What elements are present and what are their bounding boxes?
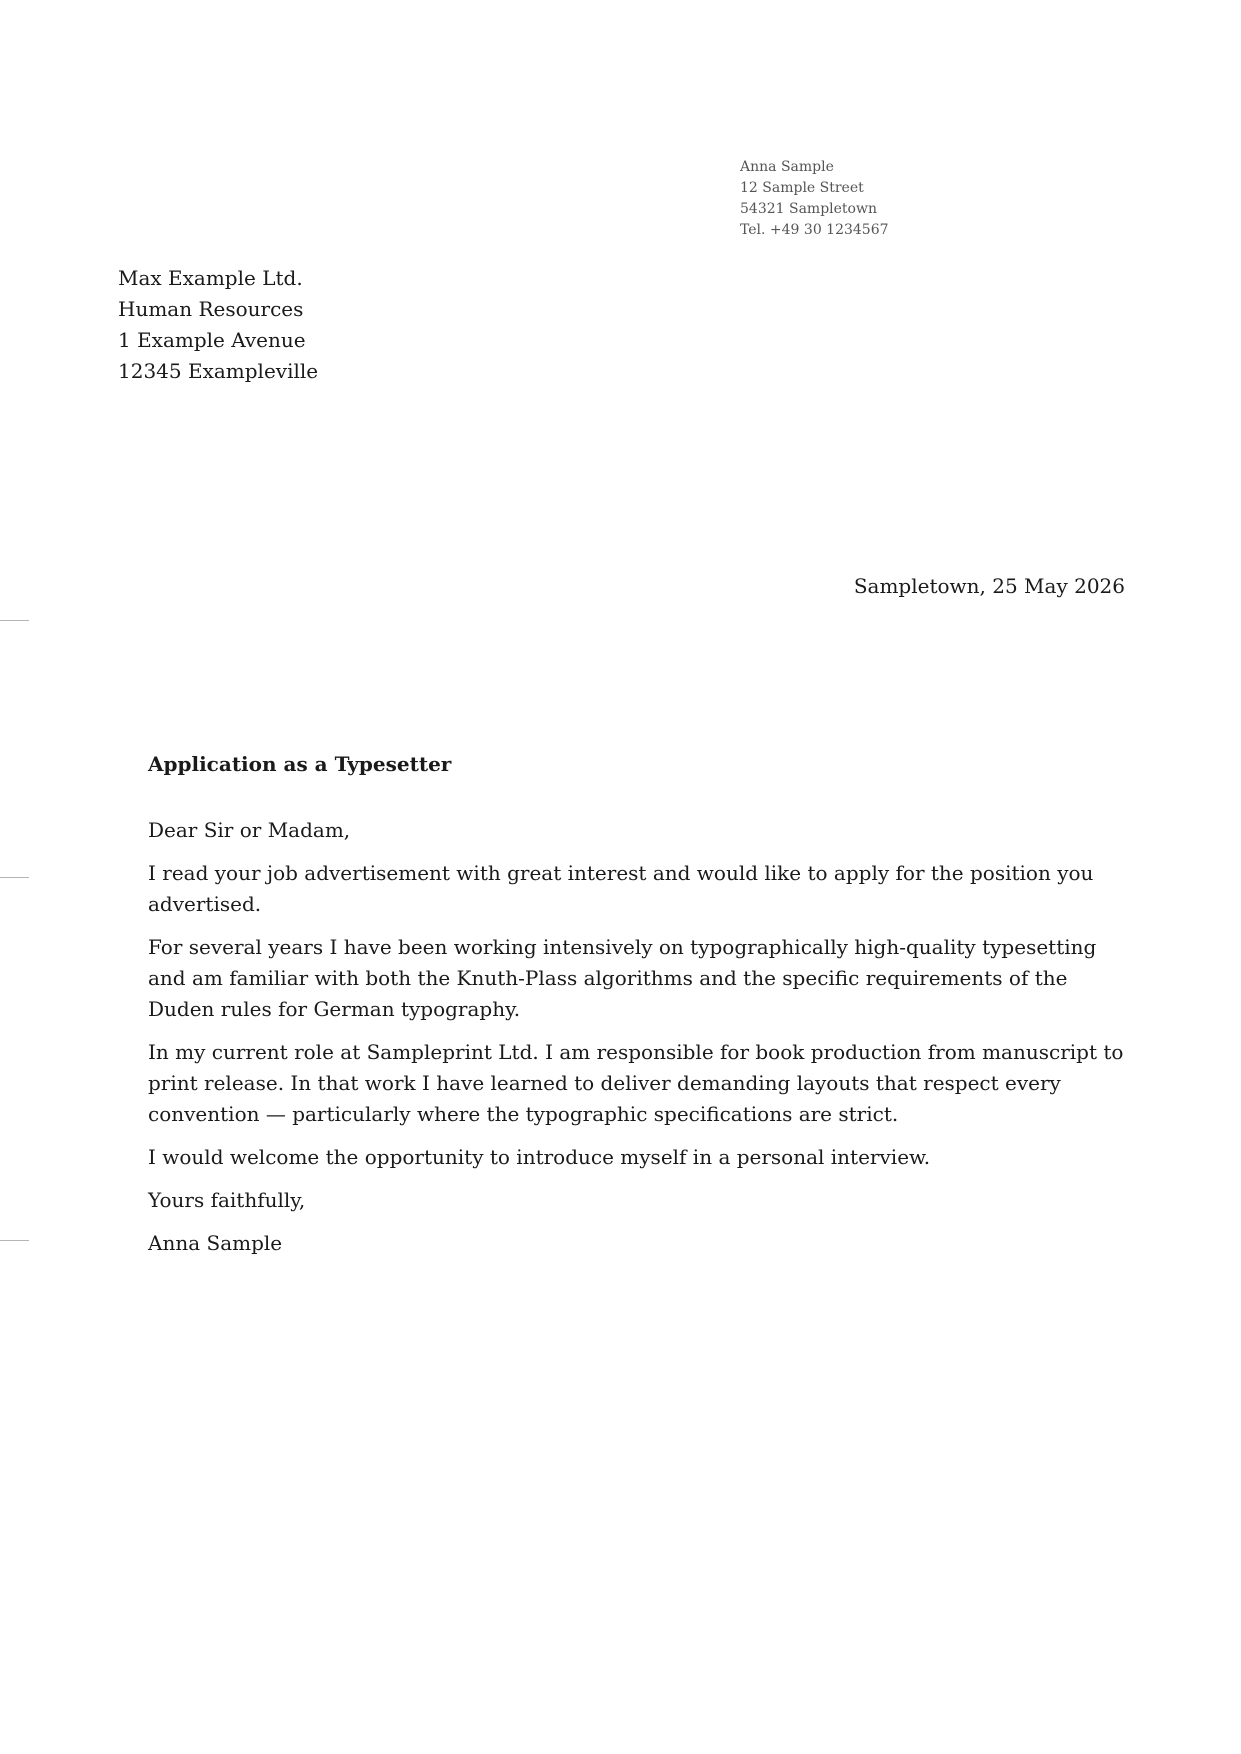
recipient-company: Max Example Ltd. [118, 266, 303, 290]
sender-street: 12 Sample Street [740, 180, 864, 196]
sender-phone: Tel. +49 30 1234567 [740, 222, 889, 238]
date-line: Sampletown, 25 May 2026 [853, 574, 1125, 598]
recipient-city: 12345 Exampleville [118, 359, 319, 383]
fold-mark-top [0, 620, 29, 621]
signature: Anna Sample [148, 1231, 283, 1255]
sender-address [740, 157, 889, 241]
fold-mark-bottom [0, 1240, 29, 1241]
sender-city: 54321 Sampletown [740, 201, 877, 217]
body-paragraph: For several years I have been working intensively on typographically high-quality typesetting and am familiar with both the Knuth-Plass algorithms and the specific requirements of the Duden rules for German typography. [148, 935, 1097, 1021]
recipient-address [118, 263, 318, 387]
closing: Yours faithfully, [148, 1188, 306, 1212]
subject-line: Application as a Typesetter [148, 752, 452, 776]
recipient-department: Human Resources [118, 297, 304, 321]
body-paragraph: I read your job advertisement with great interest and would like to apply for the position you advertised. [148, 861, 1094, 916]
punch-mark [0, 877, 29, 878]
sender-name: Anna Sample [740, 159, 834, 175]
body-paragraph: I would welcome the opportunity to introduce myself in a personal interview. [148, 1145, 931, 1169]
recipient-street: 1 Example Avenue [118, 328, 306, 352]
body-paragraph: In my current role at Sampleprint Ltd. I am responsible for book production from manuscript to print release. In that work I have learned to deliver demanding layouts that respect every convention — particularly where the typographic specifications are strict. [148, 1040, 1124, 1126]
salutation: Dear Sir or Madam, [148, 818, 351, 842]
letter-body [148, 815, 1128, 1271]
